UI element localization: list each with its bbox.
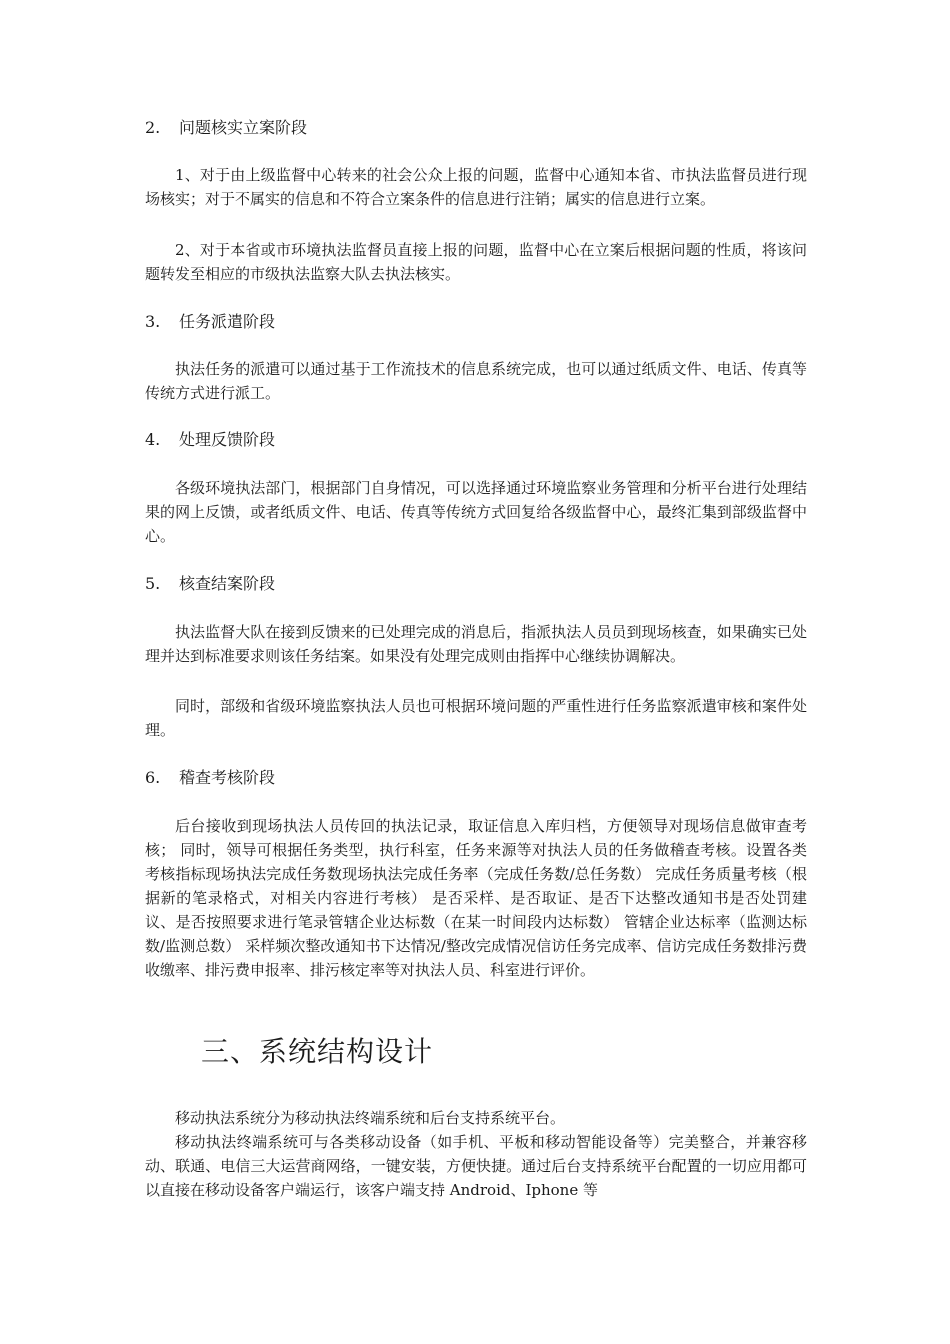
section-number: 5. — [145, 574, 161, 593]
section-number: 2. — [145, 118, 161, 137]
section-6-paragraph-1: 后台接收到现场执法人员传回的执法记录，取证信息入库归档，方便领导对现场信息做审查考核； 同时，领导可根据任务类型，执行科室，任务来源等对执法人员的任务做稽查考核。设置各类考核指标现场执法完成任务数现场执法完成任务率（完成任务数/总任务数） 完成任务质量考核（根据新的笔录格式，对相关内容进行考核） 是否采样、是否取证、是否下达整改通知书是否处罚建议、是否按照要求进行笔录管辖企业达标数（在某一时间段内达标数） 管辖企业达标率（监测达标数/监测总数） 采样频次整改通知书下达情况/整改完成情况信访任务完成率、信访完成任务数排污费收缴率、排污费申报率、排污核定率等对执法人员、科室进行评价。 — [145, 817, 807, 979]
section-5-paragraph-2: 同时，部级和省级环境监察执法人员也可根据环境问题的严重性进行任务监察派遣审核和案件处理。 — [145, 697, 807, 739]
section-number: 6. — [145, 768, 161, 787]
section-title: 处理反馈阶段 — [179, 430, 276, 449]
section-heading-5 — [145, 573, 275, 595]
chapter-paragraph-1: 移动执法系统分为移动执法终端系统和后台支持系统平台。 — [175, 1109, 566, 1127]
section-heading-6 — [145, 767, 275, 789]
chapter-title: 三、系统结构设计 — [201, 1035, 434, 1068]
section-5-paragraph-1: 执法监督大队在接到反馈来的已处理完成的消息后，指派执法人员员到现场核查，如果确实已处理并达到标准要求则该任务结案。如果没有处理完成则由指挥中心继续协调解决。 — [145, 623, 807, 665]
section-title: 核查结案阶段 — [179, 574, 276, 593]
section-3-paragraph-1: 执法任务的派遣可以通过基于工作流技术的信息系统完成，也可以通过纸质文件、电话、传真等传统方式进行派工。 — [145, 360, 807, 402]
section-number: 4. — [145, 430, 161, 449]
section-2-paragraph-2: 2、对于本省或市环境执法监督员直接上报的问题，监督中心在立案后根据问题的性质，将该问题转发至相应的市级执法监察大队去执法核实。 — [145, 241, 807, 283]
section-heading-3 — [145, 311, 275, 333]
section-number: 3. — [145, 312, 161, 331]
section-2-paragraph-1: 1、对于由上级监督中心转来的社会公众上报的问题，监督中心通知本省、市执法监督员进行现场核实；对于不属实的信息和不符合立案条件的信息进行注销；属实的信息进行立案。 — [145, 166, 807, 208]
section-title: 稽查考核阶段 — [179, 768, 276, 787]
chapter-paragraph-2: 移动执法终端系统可与各类移动设备（如手机、平板和移动智能设备等）完美整合，并兼容移动、联通、电信三大运营商网络，一键安装，方便快捷。通过后台支持系统平台配置的一切应用都可以直接在移动设备客户端运行，该客户端支持 Android、Iphone 等 — [145, 1133, 807, 1199]
section-4-paragraph-1: 各级环境执法部门，根据部门自身情况，可以选择通过环境监察业务管理和分析平台进行处理结果的网上反馈，或者纸质文件、电话、传真等传统方式回复给各级监督中心，最终汇集到部级监督中心。 — [145, 479, 807, 545]
section-title: 问题核实立案阶段 — [179, 118, 308, 137]
section-title: 任务派遣阶段 — [179, 312, 276, 331]
section-heading-2 — [145, 117, 307, 139]
section-heading-4 — [145, 429, 275, 451]
